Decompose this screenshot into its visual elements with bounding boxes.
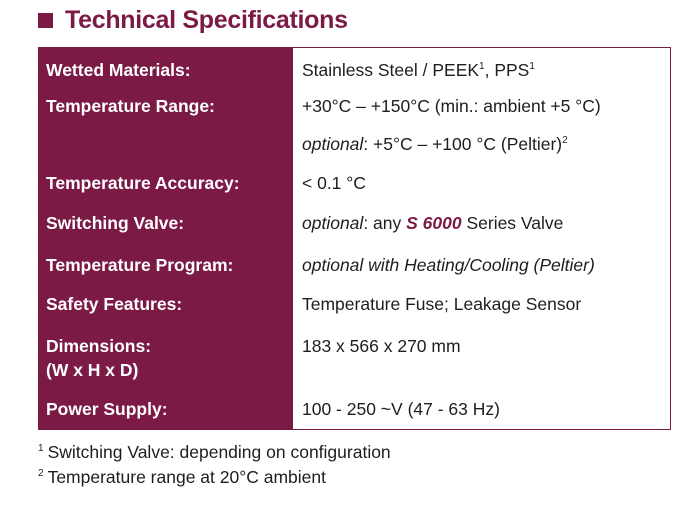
spec-label: Power Supply: (46, 399, 168, 419)
heading-bullet-icon (38, 13, 53, 28)
spec-value: 100 - 250 ~V (47 - 63 Hz) (302, 399, 500, 419)
spec-value: Stainless Steel / PEEK$^1$, PPS$^1$ (302, 60, 535, 80)
spec-label: Dimensions: (W x H x D) (46, 336, 152, 380)
footnote-2: $^2$ Temperature range at 20°C ambient (38, 467, 326, 487)
page-title: Technical Specifications (65, 6, 348, 34)
spec-label: Temperature Accuracy: (46, 173, 240, 193)
spec-value: Temperature Fuse; Leakage Sensor (302, 294, 582, 314)
spec-value: +30°C – +150°C (min.: ambient +5 °C) (302, 96, 601, 116)
product-highlight: S 6000 (406, 213, 462, 233)
spec-label: Temperature Program: (46, 255, 234, 275)
spec-value: < 0.1 °C (302, 173, 366, 193)
spec-label: Temperature Range: (46, 96, 215, 116)
spec-table (38, 47, 671, 430)
footnotes (38, 440, 391, 490)
spec-label: Safety Features: (46, 294, 183, 314)
spec-value-optional: optional: +5°C – +100 °C (Peltier)$^2$ (302, 134, 568, 154)
spec-label: Wetted Materials: (46, 60, 191, 80)
spec-label: Switching Valve: (46, 213, 185, 233)
footnote-1: $^1$ Switching Valve: depending on configuration (38, 442, 391, 462)
spec-value: optional with Heating/Cooling (Peltier) (302, 255, 595, 275)
section-heading (38, 6, 348, 35)
spec-value: optional: any S 6000 Series Valve (302, 213, 564, 233)
spec-value: 183 x 566 x 270 mm (302, 336, 461, 356)
